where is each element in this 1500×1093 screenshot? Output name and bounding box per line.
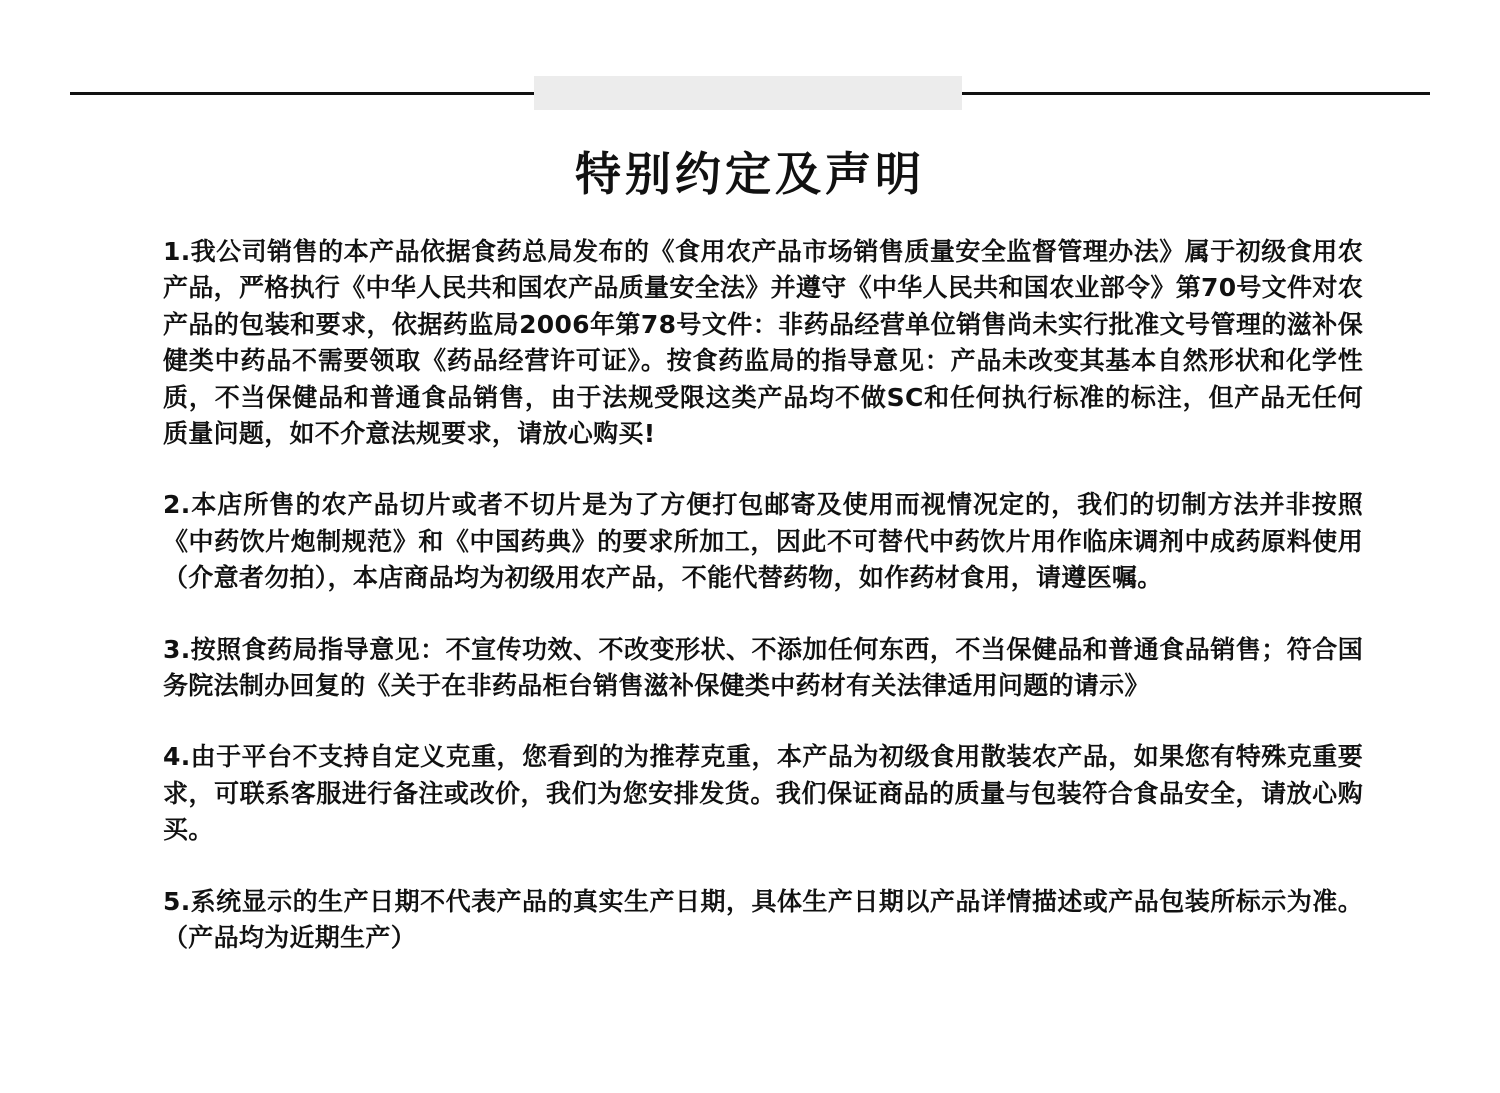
clause-5: 5.系统显示的生产日期不代表产品的真实生产日期，具体生产日期以产品详情描述或产品包装所标示为准。（产品均为近期生产） bbox=[163, 886, 1363, 953]
header-band bbox=[0, 0, 1500, 120]
clause-4: 4.由于平台不支持自定义克重，您看到的为推荐克重，本产品为初级食用散装农产品，如果您有特殊克重要求，可联系客服进行备注或改价，我们为您安排发货。我们保证商品的质量与包装符合食品安全，请放心购买。 bbox=[163, 742, 1363, 845]
statement-body bbox=[163, 234, 1363, 992]
header-divider-right bbox=[962, 92, 1430, 95]
clause-2: 2.本店所售的农产品切片或者不切片是为了方便打包邮寄及使用而视情况定的，我们的切制方法并非按照《中药饮片炮制规范》和《中国药典》的要求所加工，因此不可替代中药饮片用作临床调剂中成药原料使用（介意者勿拍），本店商品均为初级用农产品，不能代替药物，如作药材食用，请遵医嘱。 bbox=[163, 490, 1363, 593]
clause-3: 3.按照食药局指导意见：不宣传功效、不改变形状、不添加任何东西，不当保健品和普通食品销售；符合国务院法制办回复的《关于在非药品柜台销售滋补保健类中药材有关法律适用问题的请示》 bbox=[163, 634, 1363, 701]
header-tab-block bbox=[534, 76, 962, 110]
header-divider-left bbox=[70, 92, 534, 95]
page-title: 特别约定及声明 bbox=[575, 147, 925, 201]
clause-1: 1.我公司销售的本产品依据食药总局发布的《食用农产品市场销售质量安全监督管理办法》属于初级食用农产品，严格执行《中华人民共和国农产品质量安全法》并遵守《中华人民共和国农业部令》第70号文件对农产品的包装和要求，依据药监局2006年第78号文件：非药品经营单位销售尚未实行批准文号管理的滋补保健类中药品不需要领取《药品经营许可证》。按食药监局的指导意见：产品未改变其基本自然形状和化学性质，不当保健品和普通食品销售，由于法规受限这类产品均不做SC和任何执行标准的标注，但产品无任何质量问题，如不介意法规要求，请放心购买! bbox=[163, 237, 1363, 449]
